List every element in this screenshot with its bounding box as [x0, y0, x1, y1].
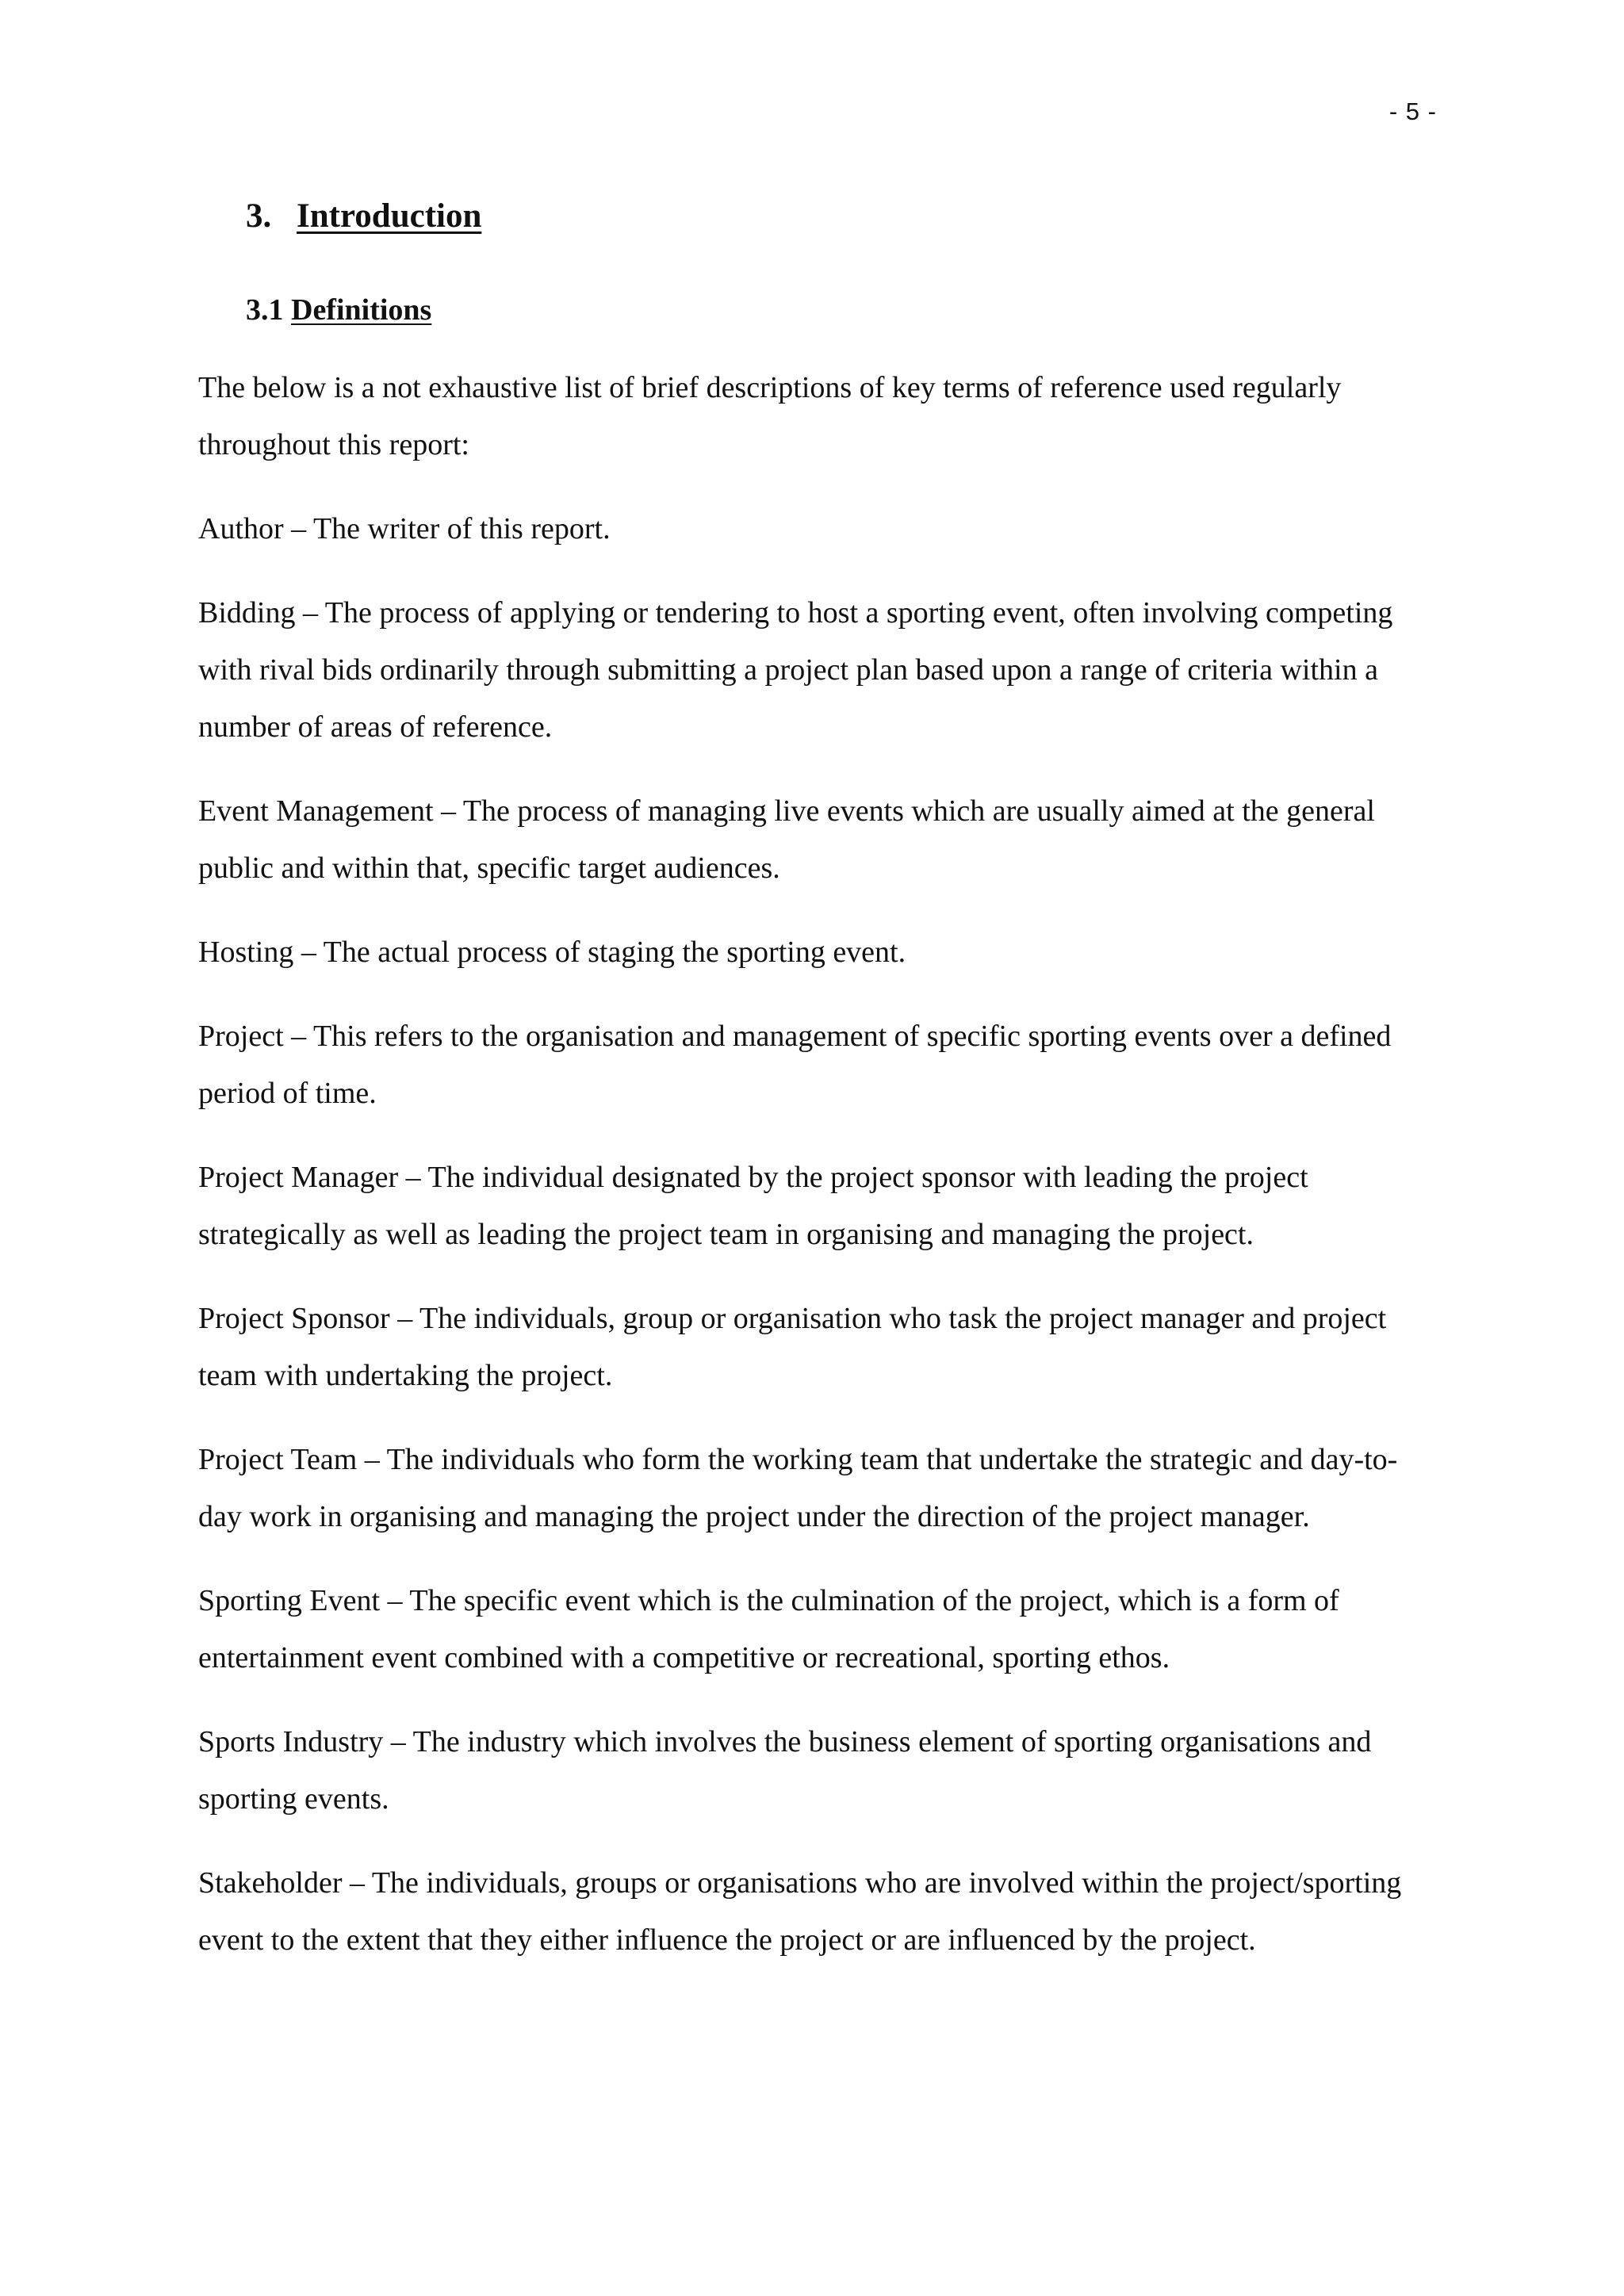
- definition-sporting-event: Sporting Event – The specific event which is the culmination of the project, which is a form of entertainment event combined with a competitive or recreational, sporting ethos.: [198, 1584, 1339, 1674]
- definition-project-manager: Project Manager – The individual designated by the project sponsor with leading the project strategically as well as leading the project team in organising and managing the project.: [198, 1161, 1308, 1251]
- subsection-heading: [246, 293, 431, 327]
- section-title: Introduction: [297, 197, 482, 235]
- section-number: 3.: [246, 197, 272, 235]
- definition-project-team: Project Team – The individuals who form the working team that undertake the strategic and day-to-day work in organising and managing the project under the direction of the project manager.: [198, 1443, 1398, 1533]
- intro-paragraph: The below is a not exhaustive list of brief descriptions of key terms of reference used regularly throughout this report:: [198, 371, 1342, 461]
- definition-bidding: Bidding – The process of applying or tendering to host a sporting event, often involving competing with rival bids ordinarily through submitting a project plan based upon a range of criteria within a number of areas of reference.: [198, 596, 1393, 744]
- definition-project-sponsor: Project Sponsor – The individuals, group or organisation who task the project manager and project team with undertaking the project.: [198, 1302, 1387, 1392]
- definition-hosting: Hosting – The actual process of staging the sporting event.: [198, 936, 906, 969]
- subsection-title: Definitions: [291, 293, 432, 327]
- definition-author: Author – The writer of this report.: [198, 512, 611, 545]
- subsection-number: 3.1: [246, 293, 284, 327]
- page-number: - 5 -: [1388, 98, 1437, 125]
- definition-event-management: Event Management – The process of managing live events which are usually aimed at the general public and within that, specific target audiences.: [198, 794, 1375, 885]
- section-heading: [246, 197, 481, 235]
- document-body: [198, 359, 1435, 1996]
- definition-sports-industry: Sports Industry – The industry which involves the business element of sporting organisations and sporting events.: [198, 1725, 1372, 1816]
- definition-project: Project – This refers to the organisation and management of specific sporting events over a defined period of time.: [198, 1020, 1392, 1110]
- definition-stakeholder: Stakeholder – The individuals, groups or organisations who are involved within the project/sporting event to the extent that they either influence the project or are influenced by the project.: [198, 1866, 1402, 1957]
